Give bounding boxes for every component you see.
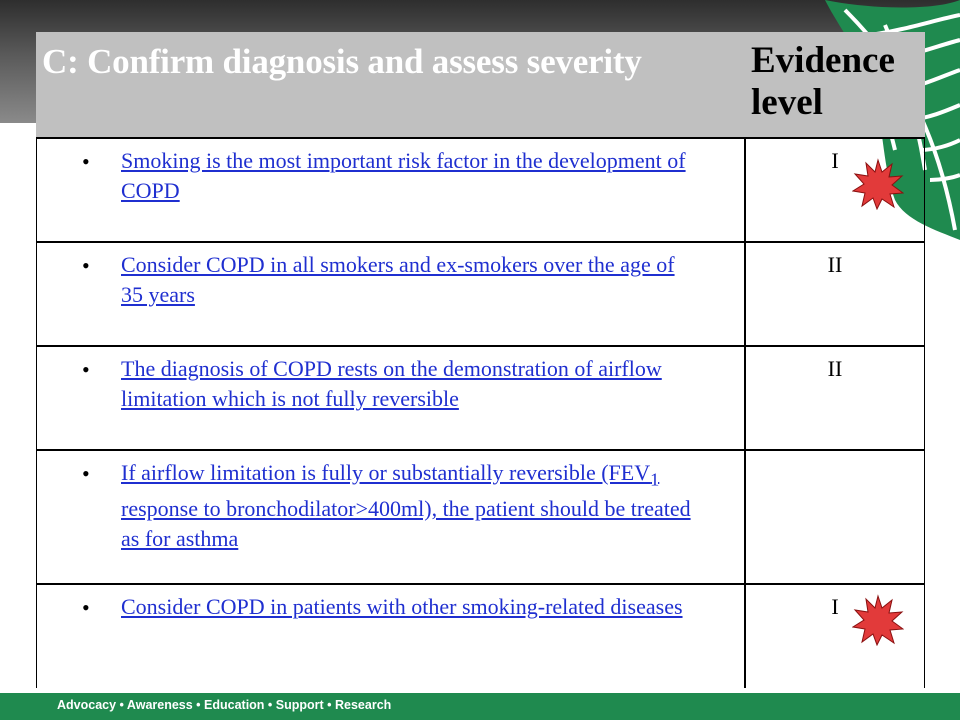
red-starburst-icon (852, 158, 904, 210)
statement-link[interactable]: Consider COPD in patients with other smoking-related diseases (121, 594, 683, 619)
footer-bar (0, 693, 960, 720)
slide-title: C: Confirm diagnosis and assess severity (42, 42, 642, 81)
statement-part: If airflow limitation is fully or substantially reversible (FEV (121, 460, 651, 485)
subscript: 1 (650, 469, 660, 490)
statement-part: response to bronchodilator>400ml), the patient should be treated as for asthma (121, 496, 691, 552)
statement-link[interactable]: The diagnosis of COPD rests on the demonstration of airflow limitation which is not fully reversible (121, 356, 662, 411)
bullet: • (82, 357, 90, 382)
red-starburst-icon (852, 594, 904, 646)
table-row (37, 449, 924, 583)
slide-content (36, 32, 925, 688)
evidence-level-value: I (831, 594, 839, 619)
evidence-level-value: II (827, 356, 843, 381)
footer-tagline: Advocacy • Awareness • Education • Support • Research (57, 698, 392, 712)
evidence-level-value: II (827, 252, 843, 277)
statement-link[interactable]: Smoking is the most important risk factor in the development of COPD (121, 148, 686, 203)
bullet: • (82, 595, 90, 620)
evidence-table (36, 137, 925, 688)
statement-link[interactable] (121, 458, 701, 554)
table-row (37, 241, 924, 345)
statement-link[interactable]: Consider COPD in all smokers and ex-smokers over the age of 35 years (121, 252, 675, 307)
bullet: • (82, 461, 90, 486)
evidence-level-header: Evidence level (751, 40, 895, 123)
table-row (37, 137, 924, 241)
bullet: • (82, 149, 90, 174)
table-row (37, 583, 924, 688)
bullet: • (82, 253, 90, 278)
slide-header (36, 32, 925, 137)
evidence-level-value: I (831, 148, 839, 173)
table-row (37, 345, 924, 449)
